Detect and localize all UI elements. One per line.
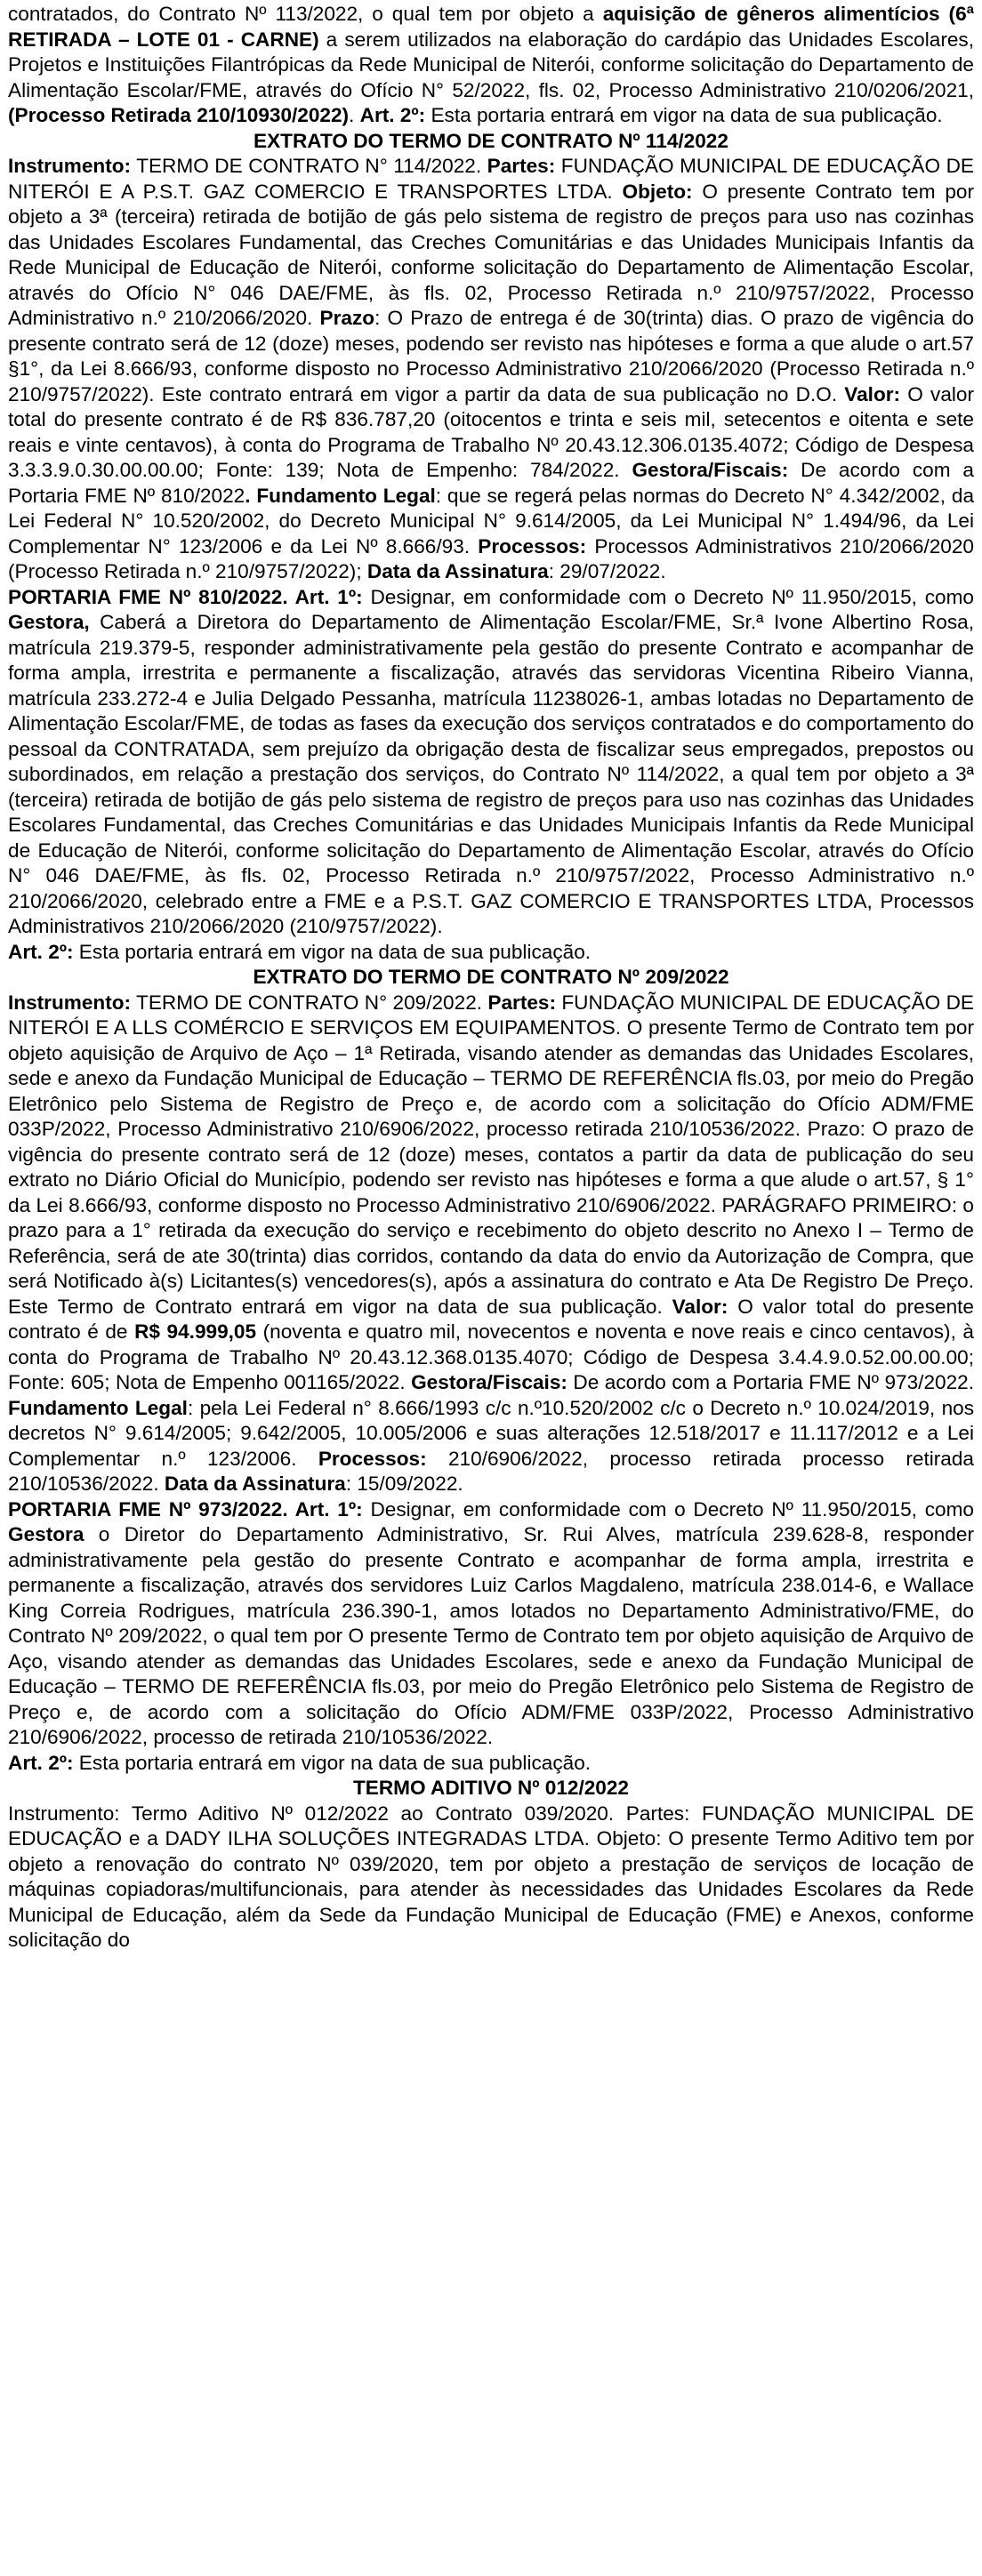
paragraph-portaria-810-art-2 <box>8 940 974 966</box>
heading-termo-aditivo-012 <box>8 1776 974 1802</box>
bold-text-run: Gestora/Fiscais: <box>411 1371 567 1393</box>
bold-text-run: Gestora, <box>8 611 90 633</box>
bold-text-run: Art. 2º: <box>8 940 74 963</box>
text-run: Designar, em conformidade com o Decreto Nº 11.950/2015, como <box>362 585 974 608</box>
bold-text-run: Prazo <box>319 307 375 329</box>
bold-text-run: Gestora/Fiscais: <box>632 459 789 481</box>
bold-text-run: Fundamento Legal <box>8 1396 188 1419</box>
text-run: FUNDAÇÃO MUNICIPAL DE EDUCAÇÃO DE NITERÓI E A P.S.T. GAZ COMERCIO E TRANSPORTES LTDA. <box>8 155 974 203</box>
paragraph-extrato-contrato-209 <box>8 991 974 1497</box>
heading-extrato-contrato-114 <box>8 129 974 155</box>
bold-text-run: Art. 2º: <box>8 1751 74 1774</box>
text-run: : 29/07/2022. <box>548 560 666 582</box>
text-run: Processos Administrativos 210/2066/2020 (Processo Retirada n.º 210/9757/2022); <box>8 534 974 582</box>
text-run: Designar, em conformidade com o Decreto Nº 11.950/2015, como <box>362 1497 974 1521</box>
text-run: TERMO DE CONTRATO N° 114/2022. <box>131 155 487 177</box>
text-run: TERMO ADITIVO Nº 012/2022 <box>352 1777 629 1799</box>
text-run: De acordo com a Portaria FME Nº 973/2022. <box>567 1371 974 1393</box>
bold-text-run: Partes: <box>487 155 556 177</box>
text-run: . <box>349 104 360 126</box>
bold-text-run: . <box>245 484 251 507</box>
bold-text-run: Processos: <box>478 534 587 558</box>
text-run: O valor total do presente contrato é de R$ 836.787,20 (oitocentos e trinta e seis mil, setecentos e oitenta e sete reais e vinte centavos), à conta do Programa de Trabalho Nº 20.43.12.306.0135.4072; Código de Despesa 3.3.3.9.0.30.00.00.00; Fonte: 139; Nota de Empenho: 784/2022. <box>8 382 974 481</box>
bold-text-run: Processos: <box>318 1447 427 1470</box>
paragraph-termo-aditivo-012 <box>8 1802 974 1954</box>
text-run: O presente Contrato tem por objeto a 3ª (terceira) retirada de botijão de gás pelo sistema de registro de preços para uso nas cozinhas das Unidades Escolares Fundamental, das Creches Comunitárias e das Unidades Municipais Infantis da Rede Municipal de Educação de Niterói, conforme solicitação do Departamento de Alimentação Escolar, através do Ofício N° 046 DAE/FME, às fls. 02, Processo Retirada n.º 210/9757/2022, Processo Administrativo n.º 210/2066/2020. <box>8 180 975 329</box>
heading-extrato-contrato-209 <box>8 965 974 991</box>
text-run: o Diretor do Departamento Administrativo, Sr. Rui Alves, matrícula 239.628-8, responder administrativamente pela gestão do presente Contrato e acompanhar de forma ampla, irrestrita e permanente a fiscalização, através dos servidores Luiz Carlos Magdaleno, matrícula 238.014-6, e Wallace King Correia Rodrigues, matrícula 236.390-1, amos lotados no Departamento Administrativo/FME, do Contrato Nº 209/2022, o qual tem por O presente Termo de Contrato tem por objeto aquisição de Arquivo de Aço, visando atender as demandas das Unidades Escolares, sede e anexo da Fundação Municipal de Educação – TERMO DE REFERÊNCIA fls.03, por meio do Pregão Eletrônico pelo Sistema de Registro de Preço e, de acordo com a solicitação do Ofício ADM/FME 033P/2022, Processo Administrativo 210/6906/2022, processo de retirada 210/10536/2022. <box>8 1523 974 1748</box>
bold-text-run: Instrumento: <box>8 155 132 177</box>
bold-text-run: Fundamento Legal <box>256 484 436 507</box>
text-run: : O Prazo de entrega é de 30(trinta) dias. O prazo de vigência do presente contrato será de 12 (doze) meses, podendo ser revisto nas hipóteses e forma a que alude o art.57 §1°, da Lei 8.666/93, conforme disposto no Processo Administrativo 210/2066/2020 (Processo Retirada n.º 210/9757/2022). Este contrato entrará em vigor a partir da data de sua publicação no D.O. <box>8 307 974 405</box>
paragraph-extrato-contrato-114 <box>8 154 974 585</box>
bold-text-run: PORTARIA FME Nº 810/2022. Art. 1º: <box>8 585 363 608</box>
text-run: EXTRATO DO TERMO DE CONTRATO Nº 114/2022 <box>254 129 728 152</box>
paragraph-portaria-fme-973 <box>8 1497 974 1751</box>
bold-text-run: Partes: <box>487 991 557 1014</box>
bold-text-run: Art. 2º: <box>359 104 426 126</box>
bold-text-run: Objeto: <box>622 180 693 203</box>
paragraph-portaria-fme-contrato-113-continuation <box>8 2 974 129</box>
paragraph-portaria-fme-810 <box>8 585 974 940</box>
text-run: a serem utilizados na elaboração do cardápio das Unidades Escolares, Projetos e Instituições Filantrópicas da Rede Municipal de Niterói, conforme solicitação do Departamento de Alimentação Escolar/FME, através do Ofício N° 52/2022, fls. 02, Processo Administrativo 210/0206/2021, <box>8 28 974 101</box>
bold-text-run: Data da Assinatura <box>366 560 549 582</box>
text-run: : que se regerá pelas normas do Decreto N° 4.342/2002, da Lei Federal N° 10.520/2002, do Decreto Municipal N° 9.614/2005, da Lei Municipal N° 1.494/96, da Lei Complementar N° 123/2006 e da Lei Nº 8.666/93. <box>8 484 975 558</box>
text-run: Esta portaria entrará em vigor na data de sua publicação. <box>73 1751 592 1774</box>
text-run: O valor total do presente contrato é de <box>8 1295 974 1343</box>
text-run: : pela Lei Federal n° 8.666/1993 c/c n.º10.520/2002 c/c o Decreto n.º 10.024/2019, nos decretos N° 9.614/2005; 9.642/2005, 10.005/2006 e suas alterações 12.518/2017 e 11.117/2012 e a Lei Complementar n.º 123/2006. <box>8 1396 974 1470</box>
bold-text-run: Instrumento: <box>8 991 132 1014</box>
bold-text-run: Valor: <box>672 1295 728 1318</box>
text-run: FUNDAÇÃO MUNICIPAL DE EDUCAÇÃO DE NITERÓI E A LLS COMÉRCIO E SERVIÇOS EM EQUIPAMENTOS. O presente Termo de Contrato tem por objeto aquisição de Arquivo de Aço – 1ª Retirada, visando atender as demandas das Unidades Escolares, sede e anexo da Fundação Municipal de Educação – TERMO DE REFERÊNCIA fls.03, por meio do Pregão Eletrônico pelo Sistema de Registro de Preço e, de acordo com a solicitação do Ofício ADM/FME 033P/2022, Processo Administrativo 210/6906/2022, processo retirada 210/10536/2022. Prazo: O prazo de vigência do presente contrato será de 12 (doze) meses, contatos a partir da data de publicação do seu extrato no Diário Oficial do Município, podendo ser revisto nas hipóteses e forma a que alude o art.57, § 1° da Lei 8.666/93, conforme disposto no Processo Administrativo 210/6906/2022. PARÁGRAFO PRIMEIRO: o prazo para a 1° retirada da execução do serviço e recebimento do objeto descrito no Anexo I – Termo de Referência, será de ate 30(trinta) dias corridos, contando da data do envio da Autorização de Compra, que será Notificado à(s) Licitantes(s) vencedores(s), após a assinatura do contrato e Ata De Registro De Preço. Este Termo de Contrato entrará em vigor na data de sua publicação. <box>8 991 974 1318</box>
text-run: : 15/09/2022. <box>345 1473 463 1495</box>
text-run: Esta portaria entrará em vigor na data de sua publicação. <box>73 940 592 963</box>
text-run: EXTRATO DO TERMO DE CONTRATO Nº 209/2022 <box>253 966 729 988</box>
text-run: Esta portaria entrará em vigor na data de sua publicação. <box>425 104 943 126</box>
text-run: (noventa e quatro mil, novecentos e noventa e nove reais e cinco centavos), à conta do Programa de Trabalho Nº 20.43.12.368.0135.4070; Código de Despesa 3.4.4.9.0.52.00.00.00; Fonte: 605; Nota de Empenho 001165/2022. <box>8 1320 974 1393</box>
paragraph-portaria-973-art-2 <box>8 1751 974 1777</box>
text-run: Caberá a Diretora do Departamento de Alimentação Escolar/FME, Sr.ª Ivone Albertino Rosa, matrícula 219.379-5, responder administrativamente pela gestão do presente Contrato e acompanhar de forma ampla, irrestrita e permanente a fiscalização, através das servidoras Vicentina Ribeiro Vianna, matrícula 233.272-4 e Julia Delgado Pessanha, matrícula 11238026-1, ambas lotadas no Departamento de Alimentação Escolar/FME, de todas as fases da execução dos serviços contratados e do comportamento do pessoal da CONTRATADA, sem prejuízo da obrigação desta de fiscalizar seus empregados, prepostos ou subordinados, em relação a prestação dos serviços, do Contrato Nº 114/2022, a qual tem por objeto a 3ª (terceira) retirada de botijão de gás pelo sistema de registro de preços para uso nas cozinhas das Unidades Escolares Fundamental, das Creches Comunitárias e das Unidades Municipais Infantis da Rede Municipal de Educação de Niterói, conforme solicitação do Departamento de Alimentação Escolar, através do Ofício N° 046 DAE/FME, às fls. 02, Processo Retirada n.º 210/9757/2022, Processo Administrativo n.º 210/2066/2020, celebrado entre a FME e a P.S.T. GAZ COMERCIO E TRANSPORTES LTDA, Processos Administrativos 210/2066/2020 (210/9757/2022). <box>8 611 974 937</box>
text-run: contratados, do Contrato Nº 113/2022, o qual tem por objeto a <box>8 3 603 25</box>
bold-text-run: PORTARIA FME Nº 973/2022. Art. 1º: <box>8 1497 363 1521</box>
text-run: TERMO DE CONTRATO N° 209/2022. <box>131 991 488 1014</box>
bold-text-run: (Processo Retirada 210/10930/2022) <box>8 104 350 126</box>
bold-text-run: aquisição de gêneros alimentícios (6ª RETIRADA – LOTE 01 - CARNE) <box>8 3 974 51</box>
text-run: 210/6906/2022, processo retirada processo retirada 210/10536/2022. <box>8 1447 974 1495</box>
bold-text-run: Data da Assinatura <box>164 1473 346 1495</box>
bold-text-run: Valor: <box>844 382 901 405</box>
text-run: De acordo com a Portaria FME Nº 810/2022 <box>8 459 974 507</box>
bold-text-run: Gestora <box>8 1523 85 1545</box>
text-run: Instrumento: Termo Aditivo Nº 012/2022 ao Contrato 039/2020. Partes: FUNDAÇÃO MUNICIPAL DE EDUCAÇÃO e a DADY ILHA SOLUÇÕES INTEGRADAS LTDA. Objeto: O presente Termo Aditivo tem por objeto a renovação do contrato Nº 039/2020, tem por objeto a prestação de serviços de locação de máquinas copiadoras/multifuncionais, para atender às necessidades das Unidades Escolares da Rede Municipal de Educação, além da Sede da Fundação Municipal de Educação (FME) e Anexos, conforme solicitação do <box>8 1802 974 1951</box>
bold-text-run: R$ 94.999,05 <box>134 1320 257 1343</box>
